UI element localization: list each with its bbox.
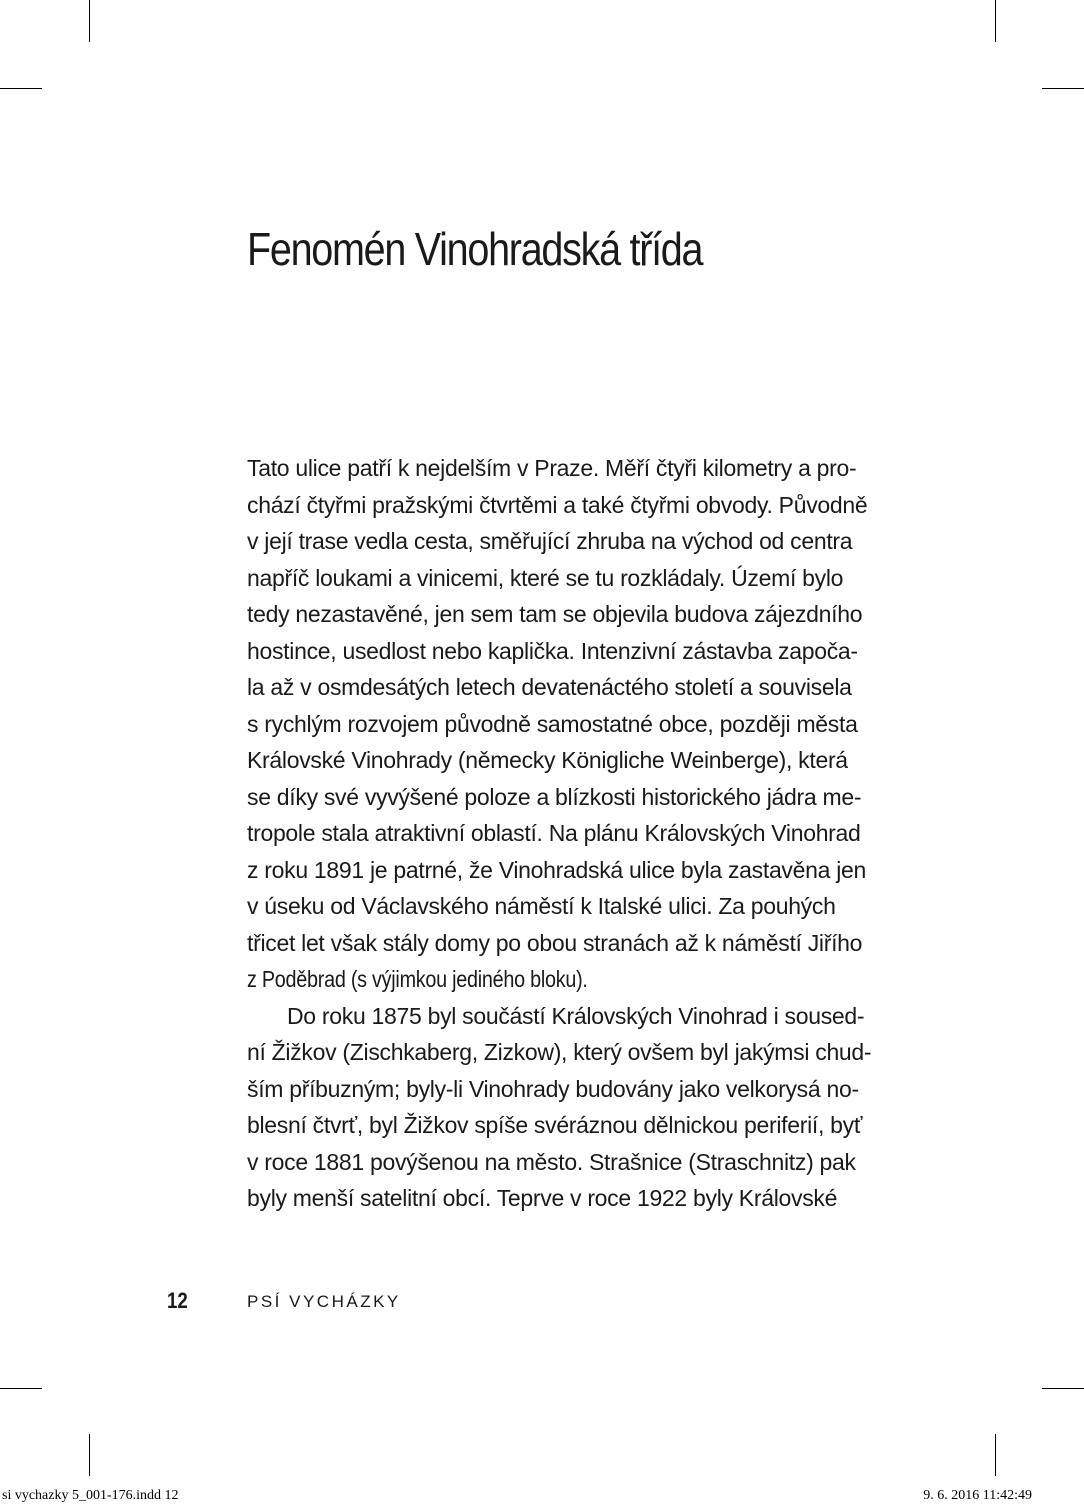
crop-mark: [0, 88, 42, 89]
text-line: byly menší satelitní obcí. Teprve v roce 1922 byly Královské: [247, 1185, 838, 1211]
running-footer: PSÍ VYCHÁZKY: [247, 1292, 401, 1311]
text-line: s rychlým rozvojem původně samostatné obce, později města: [247, 710, 858, 737]
crop-mark: [0, 1388, 42, 1389]
text-line: třicet let však stály domy po obou stranách až k náměstí Jiřího: [247, 929, 863, 956]
crop-mark: [1042, 88, 1084, 89]
text-line: se díky své vyvýšené poloze a blízkosti historického jádra me-: [247, 783, 862, 810]
slug-timestamp: 9. 6. 2016 11:42:49: [923, 1488, 1032, 1503]
chapter-title: Fenomén Vinohradská třída: [247, 223, 703, 275]
text-line: napříč loukami a vinicemi, které se tu rozkládaly. Území bylo: [247, 564, 844, 591]
crop-mark: [995, 1434, 996, 1476]
text-line: la až v osmdesátých letech devatenáctého století a souvisela: [247, 674, 852, 700]
text-line: v úseku od Václavského náměstí k Italské ulici. Za pouhých: [247, 893, 836, 919]
text-line: tropole stala atraktivní oblastí. Na plánu Královských Vinohrad: [247, 820, 861, 846]
text-line: v její trase vedla cesta, směřující zhruba na východ od centra: [247, 528, 853, 554]
text-line: hostince, usedlost nebo kaplička. Intenzivní zástavba započa-: [247, 637, 858, 664]
crop-mark: [1042, 1388, 1084, 1389]
text-line: ní Žižkov (Zischkaberg, Zizkow), který ovšem byl jakýmsi chud-: [247, 1039, 872, 1065]
text-line: chází čtyřmi pražskými čtvrtěmi a také čtyřmi obvody. Původně: [247, 491, 868, 518]
text-line: z Poděbrad (s výjimkou jediného bloku).: [247, 966, 588, 992]
body-text: [247, 450, 877, 1217]
page-number: 12: [167, 1288, 188, 1313]
slug-filename: si vychazky 5_001-176.indd 12: [2, 1488, 179, 1503]
text-line: Královské Vinohrady (německy Königliche Weinberge), která: [247, 747, 848, 773]
text-line: blesní čtvrť, byl Žižkov spíše svéráznou dělnickou periferií, byť: [247, 1112, 863, 1138]
crop-mark: [995, 0, 996, 42]
crop-mark: [89, 0, 90, 42]
text-line: Tato ulice patří k nejdelším v Praze. Měří čtyři kilometry a pro-: [247, 455, 857, 481]
text-line: ším příbuzným; byly-li Vinohrady budovány jako velkorysá no-: [247, 1075, 859, 1102]
text-line: v roce 1881 povýšenou na město. Strašnice (Straschnitz) pak: [247, 1148, 856, 1175]
text-line: tedy nezastavěné, jen sem tam se objevila budova zájezdního: [247, 601, 863, 627]
crop-mark: [89, 1434, 90, 1476]
text-line: Do roku 1875 byl součástí Královských Vinohrad i soused-: [287, 1002, 865, 1029]
text-line: z roku 1891 je patrné, že Vinohradská ulice byla zastavěna jen: [247, 856, 866, 883]
